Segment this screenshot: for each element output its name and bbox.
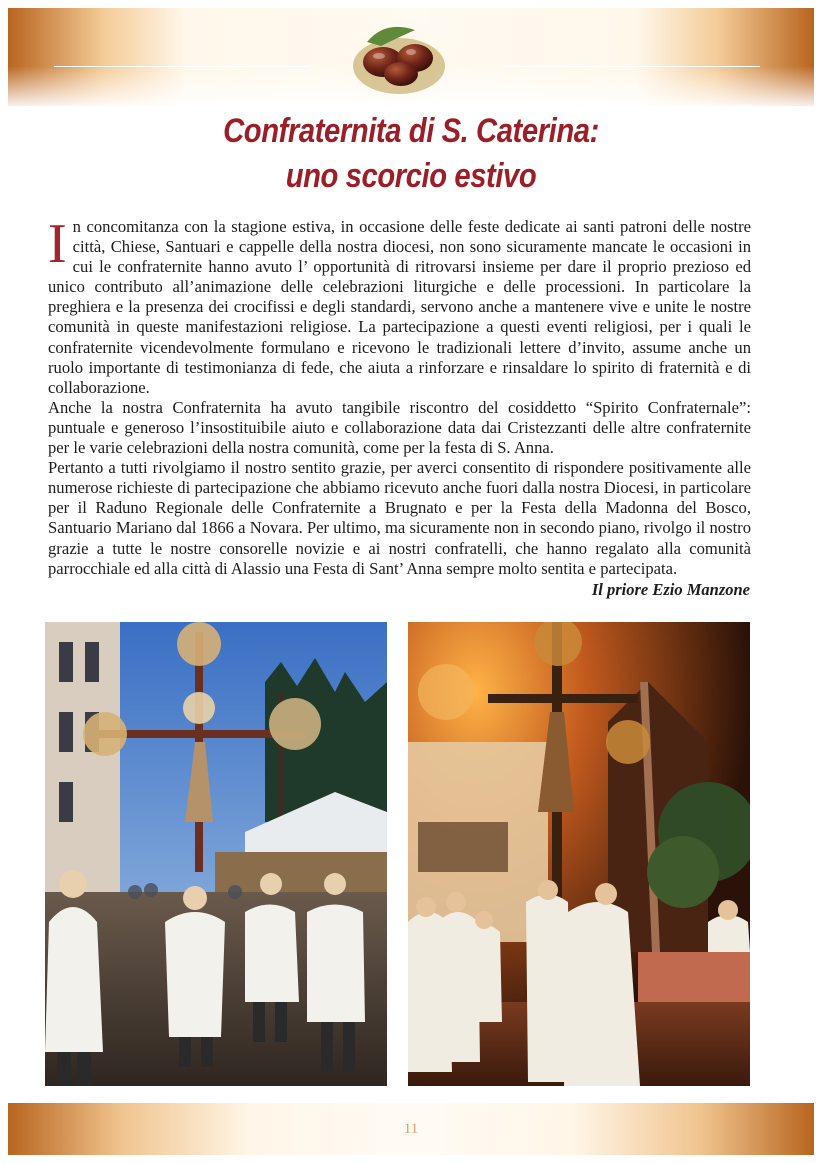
night-crucifix-photo (408, 622, 750, 1086)
procession-street-photo (45, 622, 387, 1086)
page-number: 11 (403, 1121, 419, 1137)
paragraph-1-text: n concomitanza con la stagione estiva, in occasione delle feste dedicate ai santi patroni delle nostre città, Chiese, Santuari e cappelle della nostra diocesi, non sono sicuramente mancate le occasioni in cui le confraternite hanno avuto l’ opportunità di ritrovarsi insieme per dare il proprio prezioso ed unico contributo all’animazione delle celebrazioni liturgiche e delle processioni. In particolare la preghiera e la presenza dei crocifissi e degli standardi, servono anche a mantenere vive e unite le nostre comunità in queste manifestazioni religiose. La partecipazione a questi eventi religiosi, per i quali le confraternite vicendevolmente formulano e ricevono le tradizionali lettere d’invito, assume anche un ruolo importante di testimonianza di fede, che aiuta a rinforzare e rinsaldare lo spirito di fraternità e di collaborazione. (48, 217, 751, 397)
article-title-line-1: Confraternita di S. Caterina: (223, 112, 599, 150)
paragraph-1 (48, 213, 751, 398)
drop-cap: I (48, 213, 67, 275)
signature: Il priore Ezio Manzone (591, 580, 750, 599)
header-rule-left (54, 66, 309, 67)
article-body (48, 213, 751, 579)
chestnut-logo-icon (337, 16, 461, 100)
paragraph-2: Anche la nostra Confraternita ha avuto tangibile riscontro del cosiddetto “Spirito Confraternale”: puntuale e generoso l’insostituibile aiuto e collaborazione data dai Cristezzanti delle altre confraternite per le varie celebrazioni della nostra comunità, come per la festa di S. Anna. (48, 397, 751, 458)
header-rule-right (505, 66, 760, 67)
article-title-line-2: uno scorcio estivo (285, 157, 537, 195)
paragraph-3: Pertanto a tutti rivolgiamo il nostro sentito grazie, per averci consentito di rispondere positivamente alle numerose richieste di partecipazione che abbiamo ricevuto anche fuori dalla nostra Diocesi, in particolare per il Raduno Regionale delle Confraternite a Brugnato e per la Festa della Madonna del Bosco, Santuario Mariano dal 1866 a Novara. Per ultimo, ma sicuramente non in secondo piano, rivolgo il nostro grazie a tutte le nostre consorelle novizie e ai nostri confratelli, che hanno regalato alla comunità parrocchiale ed alla città di Alassio una Festa di Sant’ Anna sempre molto sentita e partecipata. (48, 458, 751, 578)
